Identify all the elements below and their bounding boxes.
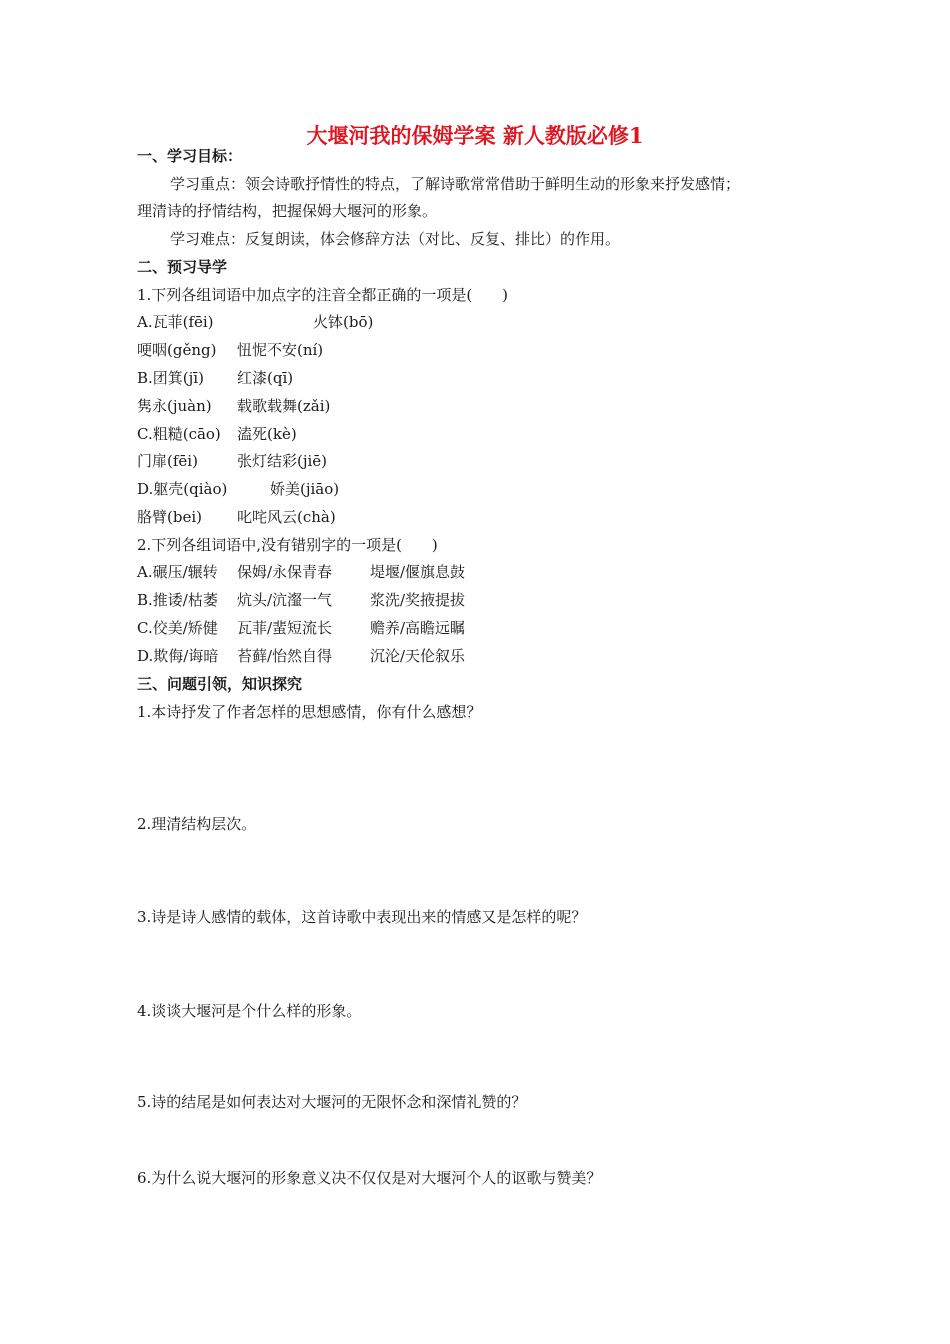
q2-option-row [137,618,466,638]
section-3-heading: 三、问题引领，知识探究 [137,675,303,693]
q1-cell: A.瓦菲(fēi) [137,313,214,331]
q1-cell: 胳臂(bei) [137,508,202,526]
q1-option-row [137,424,297,444]
q1-cell: 娇美(jiāo) [270,480,340,498]
q2-cell: A.碾压/辗转 [137,563,218,581]
q2-cell: 堤堰/偃旗息鼓 [370,563,466,581]
q2-cell: 保姆/永保青春 [237,563,333,581]
q1-option-row [137,368,294,388]
learning-key-line-1: 学习重点：领会诗歌抒情性的特点，了解诗歌常常借助于鲜明生动的形象来抒发感情； [170,175,741,193]
q1-option-row [137,451,328,471]
q1-cell: C.粗糙(cāo) [137,425,221,443]
q2-cell: B.推诿/枯萎 [137,591,218,609]
inquiry-question: 3.诗是诗人感情的载体，这首诗歌中表现出来的情感又是怎样的呢？ [137,908,587,926]
q1-cell: 张灯结彩(jiē) [237,452,328,470]
q2-option-row [137,646,466,666]
q2-cell: 炕头/沆瀣一气 [237,591,333,609]
inquiry-question: 2.理清结构层次。 [137,815,257,833]
section-1-heading: 一、学习目标： [137,147,243,165]
q2-cell: D.欺侮/诲暗 [137,647,219,665]
q1-cell: 叱咤风云(chà) [237,508,336,526]
q2-cell: 苔藓/怡然自得 [237,647,333,665]
document-title: 大堰河我的保姆学案 新人教版必修1 [306,123,644,148]
q1-cell: 哽咽(gěng) [137,341,217,359]
question-1-stem: 1.下列各组词语中加点字的注音全都正确的一项是( ) [137,286,509,304]
learning-key-line-2: 理清诗的抒情结构，把握保姆大堰河的形象。 [137,202,438,220]
q1-option-row [137,312,374,332]
q1-cell: 溘死(kè) [237,425,297,443]
learning-difficulty: 学习难点：反复朗读，体会修辞方法（对比、反复、排比）的作用。 [170,230,621,248]
q1-cell: 载歌载舞(zǎi) [237,397,331,415]
inquiry-question: 1.本诗抒发了作者怎样的思想感情，你有什么感想？ [137,703,482,721]
q2-cell: 沉沦/天伦叙乐 [370,647,466,665]
q2-cell: C.佼美/矫健 [137,619,218,637]
q2-cell: 浆洗/奖掖提拔 [370,591,466,609]
q2-cell: 瓦菲/蜚短流长 [237,619,333,637]
q2-option-row [137,562,466,582]
q1-cell: 门扉(fēi) [137,452,198,470]
q2-option-row [137,590,466,610]
q1-option-row [137,340,324,360]
q1-option-row [137,396,331,416]
inquiry-question: 6.为什么说大堰河的形象意义决不仅仅是对大堰河个人的讴歌与赞美？ [137,1169,602,1187]
question-2-stem: 2.下列各组词语中,没有错别字的一项是( ) [137,536,438,554]
inquiry-question: 5.诗的结尾是如何表达对大堰河的无限怀念和深情礼赞的？ [137,1093,527,1111]
q1-cell: D.躯壳(qiào) [137,480,228,498]
inquiry-question: 4.谈谈大堰河是个什么样的形象。 [137,1002,362,1020]
q1-cell: 忸怩不安(ní) [237,341,324,359]
q1-option-row [137,479,340,499]
q2-cell: 赡养/高瞻远瞩 [370,619,466,637]
q1-cell: 红漆(qī) [237,369,294,387]
q1-option-row [137,507,336,527]
q1-cell: 火钵(bō) [313,313,374,331]
q1-cell: B.团箕(jī) [137,369,204,387]
section-2-heading: 二、预习导学 [137,258,228,276]
q1-cell: 隽永(juàn) [137,397,212,415]
